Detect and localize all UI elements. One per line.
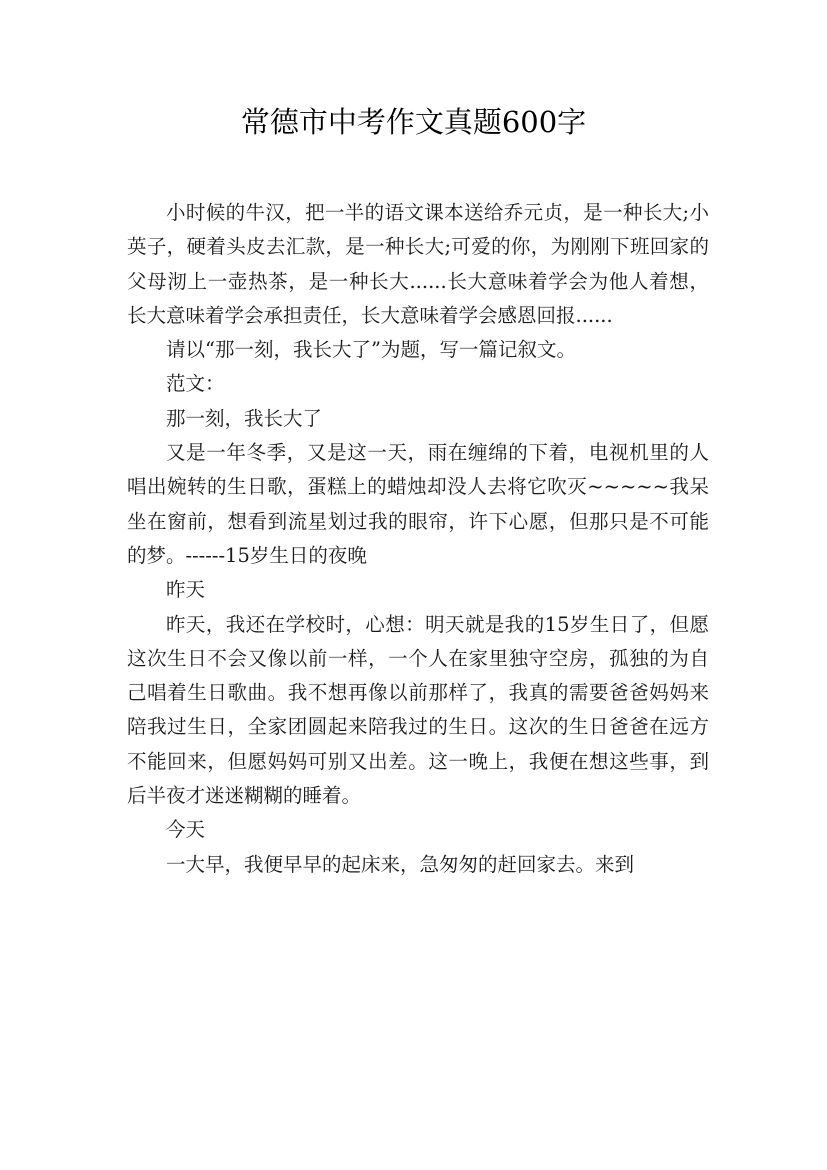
paragraph-today: 一大早，我便早早的起床来，急匆匆的赶回家去。来到: [166, 852, 635, 876]
paragraph-essay-title: 那一刻，我长大了: [166, 406, 323, 430]
paragraph-sample-label: 范文：: [166, 372, 225, 396]
paragraph-yesterday: 昨天，我还在学校时，心想：明天就是我的15岁生日了，但愿这次生日不会又像以前一样，一个人在家里独守空房，孤独的为自己唱着生日歌曲。我不想再像以前那样了，我真的需要爸爸妈妈来陪我过生日，全家团圆起来陪我过的生日。这次的生日爸爸在远方不能回来，但愿妈妈可别又出差。这一晚上，我便在想这些事，到后半夜才迷迷糊糊的睡着。: [127, 612, 709, 808]
paragraph-heading-yesterday: 昨天: [166, 578, 206, 602]
paragraph-birthday-night: 又是一年冬季，又是这一天，雨在缠绵的下着，电视机里的人唱出婉转的生日歌，蛋糕上的蜡烛却没人去将它吹灭~~~~~我呆坐在窗前，想看到流星划过我的眼帘，许下心愿，但那只是不可能的梦。------15岁生日的夜晚: [127, 441, 709, 567]
paragraph-prompt: 请以“那一刻，我长大了”为题，写一篇记叙文。: [166, 338, 576, 362]
document-body: [127, 196, 709, 882]
paragraph-intro: 小时候的牛汉，把一半的语文课本送给乔元贞，是一种长大;小英子，硬着头皮去汇款，是一种长大;可爱的你，为刚刚下班回家的父母沏上一壶热茶，是一种长大......长大意味着学会为他人着想，长大意味着学会承担责任，长大意味着学会感恩回报......: [127, 201, 709, 327]
paragraph-heading-today: 今天: [166, 818, 206, 842]
document-title: 常德市中考作文真题600字: [240, 105, 587, 139]
